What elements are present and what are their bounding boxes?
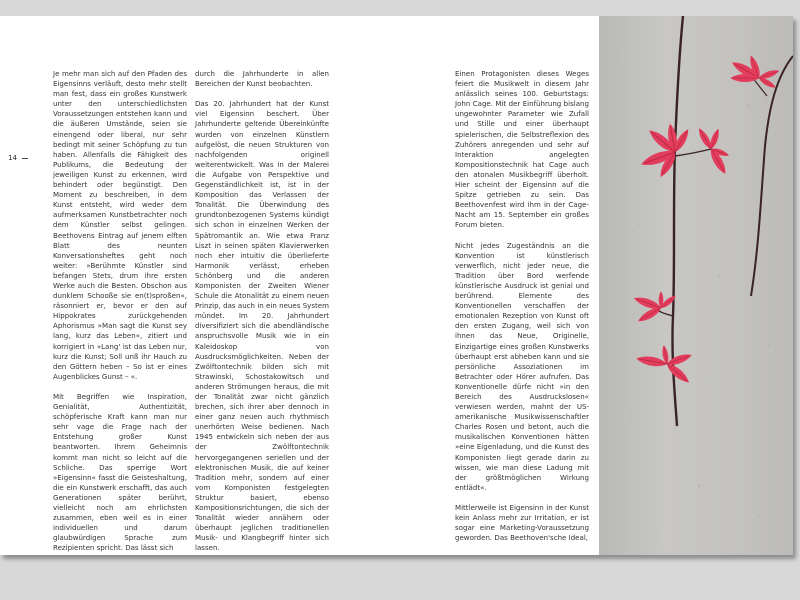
paragraph: Das 20. Jahrhundert hat der Kunst viel Eigensinn beschert. Über Jahrhunderte geltende Übereinkünfte wurden von einzelnen Künstlern aufgelöst, die neuen Strukturen von nachfolgenden originell weiterentwickelt. Was in der Malerei die Aufgabe von Perspektive und Gegenständlichkeit ist, ist in der Komposition das Verlassen der Tonalität. Die Überwindung des grundtonbezogenen Systems kündigt sich schon in einzelnen Werken der Spätromantik an. Wie etwa Franz Liszt in seinen späten Klavierwerken noch eher intuitiv die überlieferte Harmonik verlässt, erheben Schönberg und die anderen Komponisten der Zweiten Wiener Schule die Atonalität zu einem neuen Prinzip, das auch in ein neues System mündet. Im 20. Jahrhundert diversifiziert sich die abendländische anspruchsvolle Musik wie in ein Kaleidoskop von Ausdrucksmöglichkeiten. Neben der Zwölftontechnik bilden sich mit Strawinski, Schostakowitsch und anderen Strömungen heraus, die mit der Tonalität zwar nicht gänzlich brechen, sich ihrer aber dennoch in einer ganz neuen auch rhythmisch unerhörten Weise bedienen. Nach 1945 entwickeln sich neben der aus der Zwölftontechnik hervorgegangenen seriellen und der elektronischen Musik, die auf keiner Tradition mehr, sondern auf einer vom Komponisten festgelegten Struktur basiert, ebenso Kompositionsrichtungen, die sich der Tonalität wieder annähern oder überhaupt jeglichen traditionellen Musik- und Klangbegriff hinter sich lassen. (195, 99, 329, 553)
leaf-cluster (639, 123, 691, 179)
vine-illustration (599, 16, 793, 555)
paragraph: Je mehr man sich auf den Pfaden des Eigensinns verläuft, desto mehr stellt man fest, dass ein großes Kunstwerk unter den unterschiedlichsten Voraussetzungen entstehen kann und die äußeren Umstände, seien sie einengend oder liberal, nur sehr bedingt mit seiner Schöpfung zu tun haben. Allenfalls die Fähigkeit des Publikums, die Bedeutung der jeweiligen Kunst zu erkennen, wird behindert oder begünstigt. Den Moment zu beschreiben, in dem Kunst entsteht, wird weder dem aufmerksamen Kunstbetrachter noch dem Künstler selbst gelingen. Beethovens Eintrag auf jenem elften Blatt des neunten Konversationsheftes geht noch weiter: »Berühmte Künstler sind befangen Stets, drum ihre ersten Werke auch die Besten. Obschon aus dunklem Schooße sie en(t)sproßen«, räsonniert er, bevor er den auf Hippokrates zurückgehenden Aphorismus »Man sagt die Kunst sey lang, kurz das Leben«, zitiert und korrigiert in »Lang' ist das Leben nur, kurz die Kunst; Soll unß ihr Hauch zu den Göttern heben – So ist er eines Augenblickes Gunst – «. (53, 69, 187, 381)
vine-photo (599, 16, 793, 555)
paragraph: Mit Begriffen wie Inspiration, Genialität, Authentizität, schöpferische Kraft kann man nur sehr vage die Frage nach der Entstehung großer Kunst beantworten. Ihrem Geheimnis kommt man nicht so leicht auf die Schliche. Das sperrige Wort »Eigensinn« fasst die Geisteshaltung, die ein Kunstwerk erschafft, das auch Generationen später berührt, vielleicht noch am ehrlichsten zusammen, eben weil es in einer individuellen und darum glaubwürdigen Sprache zum Rezipienten spricht. Das lässt sich (53, 392, 187, 553)
text-column-2 (195, 69, 329, 555)
leaf-cluster (633, 291, 678, 324)
vine-branch (675, 149, 711, 156)
leaf-cluster (730, 54, 781, 90)
text-column-3 (455, 69, 589, 554)
vine-stem (751, 56, 793, 296)
paragraph: durch die Jahrhunderte in allen Bereichen der Kunst beobachten. (195, 69, 329, 89)
leaf-cluster (636, 345, 694, 386)
wall-texture (618, 55, 770, 537)
page-number: 14 (0, 153, 20, 163)
paragraph: Einen Protagonisten dieses Weges feiert die Musikwelt in diesem Jahr anlässlich seines 100. Geburtstags: John Cage. Mit der Einführung bislang ungewohnter Parameter wie Zufall und Stille und einer überhaupt spielerischen, die Selbstreflexion des Zuhörers anregenden und sehr auf Interaktion angelegten Kompositionstechnik hat Cage auch den atonalen Musikbegriff überholt. Hier scheint der Eigensinn auf die Spitze getrieben zu sein. Das Beethovenfest wird ihm in der Cage-Nacht am 15. September ein großes Forum bieten. (455, 69, 589, 230)
magazine-spread (0, 16, 793, 555)
text-column-1 (53, 69, 187, 555)
paragraph: Mittlerweile ist Eigensinn in der Kunst kein Anlass mehr zur Irritation, er ist sogar eine Marketing-Voraussetzung geworden. Das Beethoven'sche Ideal, (455, 503, 589, 543)
paragraph: Nicht jedes Zugeständnis an die Konvention ist künstlerisch verwerflich, nicht jeder neue, die Tradition über Bord werfende künstlerische Ausdruck ist genial und berührend. Elemente des Konventionellen verschaffen der emotionalen Rezeption von Kunst oft den ersten Zugang, weil sich von ihnen das Neue, Originelle, Einzigartige eines großen Kunstwerks überhaupt erst abheben kann und sie persönliche Assoziationen im Betrachter oder Hörer aufrufen. Das Konventionelle dürfe nicht »in den Bereich des Ausdruckslosen« verwiesen werden, mahnt der US-amerikanische Musikwissenschaftler Charles Rosen und betont, auch die musikalischen Konventionen hätten »eine Eigenladung, und die Kunst des Komponisten liegt gerade darin zu wissen, wie man diese Ladung mit der größtmöglichen Wirkung entlädt«. (455, 240, 589, 492)
